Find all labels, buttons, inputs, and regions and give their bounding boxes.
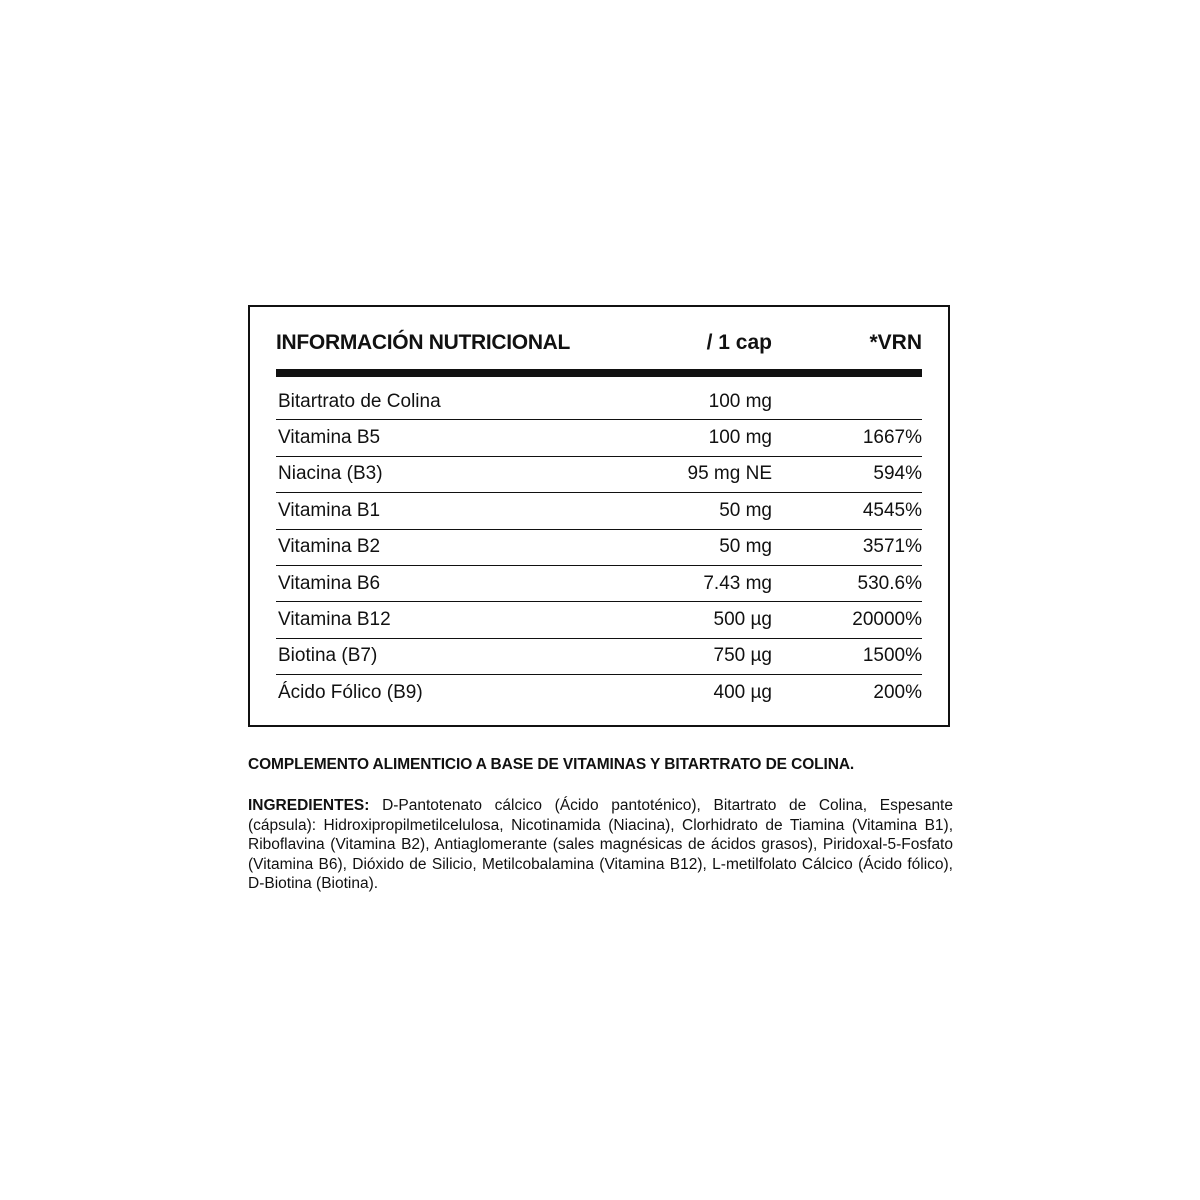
nutrient-name: Niacina (B3)	[278, 463, 383, 485]
nutrient-name: Vitamina B6	[278, 572, 381, 594]
nutrient-vrn: 4545%	[862, 499, 922, 521]
table-body	[276, 384, 922, 712]
table-row	[276, 530, 922, 566]
header-vrn: *VRN	[869, 331, 922, 354]
header-divider	[276, 369, 922, 377]
header-title: INFORMACIÓN NUTRICIONAL	[276, 331, 571, 354]
nutrient-vrn: 200%	[873, 682, 922, 704]
nutrient-name: Vitamina B5	[278, 427, 381, 449]
nutrient-vrn: 530.6%	[857, 572, 922, 594]
table-row	[276, 457, 922, 493]
nutrient-amount: 95 mg NE	[687, 463, 772, 485]
nutrient-name: Bitartrato de Colina	[278, 390, 441, 412]
table-header	[276, 325, 922, 361]
nutrient-vrn: 594%	[873, 463, 922, 485]
ingredients-text: D-Pantotenato cálcico (Ácido pantoténico), Bitartrato de Colina, Espesante (cápsula): Hidroxipropilmetilcelulosa, Nicotinamida (Niacina), Clorhidrato de Tiamina (Vitamina B1), Riboflavina (Vitamina B2), Antiaglomerante (sales magnésicas de ácidos grasos), Piridoxal-5-Fosfato (Vitamina B6), Dióxido de Silicio, Metilcobalamina (Vitamina B12), L-metilfolato Cálcico (Ácido fólico), D-Biotina (Biotina).	[248, 797, 953, 892]
header-per-serving: / 1 cap	[706, 331, 772, 354]
nutrient-name: Vitamina B1	[278, 499, 381, 521]
table-row	[276, 566, 922, 602]
nutrient-name: Vitamina B12	[278, 609, 391, 631]
nutrient-amount: 50 mg	[719, 499, 772, 521]
nutrition-table	[248, 305, 950, 727]
nutrient-amount: 50 mg	[719, 536, 772, 558]
nutrient-vrn: 3571%	[862, 536, 922, 558]
complement-statement: COMPLEMENTO ALIMENTICIO A BASE DE VITAMINAS Y BITARTRATO DE COLINA.	[248, 756, 855, 773]
nutrient-amount: 100 mg	[708, 427, 772, 449]
table-row	[276, 602, 922, 638]
nutrient-amount: 500 µg	[713, 609, 772, 631]
table-row	[276, 639, 922, 675]
nutrient-name: Vitamina B2	[278, 536, 381, 558]
nutrient-amount: 400 µg	[713, 682, 772, 704]
nutrient-amount: 7.43 mg	[703, 572, 772, 594]
nutrient-amount: 100 mg	[708, 390, 772, 412]
nutrient-amount: 750 µg	[713, 645, 772, 667]
nutrient-vrn: 1500%	[862, 645, 922, 667]
nutrient-vrn: 1667%	[862, 427, 922, 449]
table-row	[276, 420, 922, 456]
nutrient-name: Biotina (B7)	[278, 645, 378, 667]
ingredients-label: INGREDIENTES:	[248, 797, 370, 814]
ingredients-paragraph	[248, 796, 953, 894]
table-row	[276, 384, 922, 420]
nutrient-vrn: 20000%	[852, 609, 922, 631]
table-row	[276, 493, 922, 529]
table-row	[276, 675, 922, 711]
nutrient-name: Ácido Fólico (B9)	[278, 682, 423, 704]
